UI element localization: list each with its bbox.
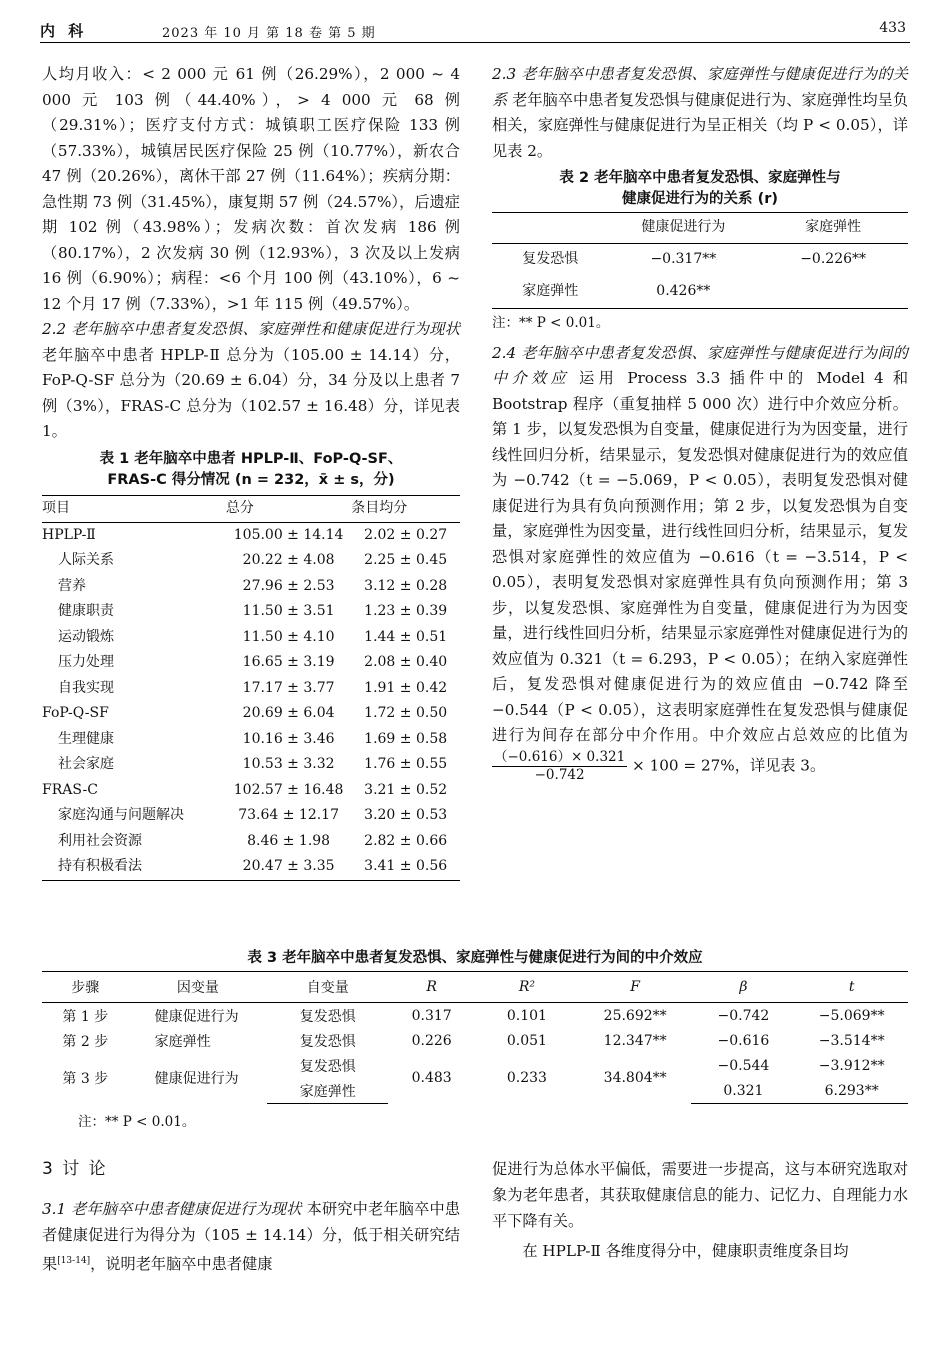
table-row (42, 778, 460, 804)
discussion-paragraph: 促进行为总体水平偏低，需要进一步提高，这与本研究选取对象为老年患者，其获取健康信息的能力、记忆力、自理能力水平下降有关。 (492, 1160, 908, 1230)
table3-caption: 表 3 老年脑卒中患者复发恐惧、家庭弹性与健康促进行为间的中介效应 (247, 950, 703, 966)
table3-r: 0.483 (411, 1070, 452, 1087)
section-2-2-body: 老年脑卒中患者 HPLP-Ⅱ 总分为（105.00 ± 14.14）分，FoP-Q-SF 总分为（20.69 ± 6.04）分，34 分及以上患者 7 例（3%），FRAS-C 总分为（102.57 ± 16.48）分，详见表 1。 (42, 345, 460, 440)
table1-header-item: 项目 (42, 495, 226, 522)
table1-item: 生理健康 (58, 730, 114, 747)
table1-item: 健康职责 (58, 603, 114, 619)
table3 (42, 971, 908, 1104)
section-3-1-heading: 3.1 老年脑卒中患者健康促进行为现状 (42, 1200, 302, 1218)
table2-caption (492, 168, 908, 210)
issue-info: 2023 年 10 月 第 18 卷 第 5 期 (162, 26, 376, 41)
table3-dv: 健康促进行为 (154, 1008, 239, 1025)
table1-mean: 3.12 ± 0.28 (364, 577, 448, 594)
table1-mean: 1.44 ± 0.51 (364, 628, 448, 645)
table1-header-mean: 条目均分 (351, 495, 460, 522)
fraction-numerator: （−0.616）× 0.321 (494, 748, 626, 765)
table1-item: 运动锻炼 (58, 628, 114, 645)
table3-header: 因变量 (129, 972, 268, 1003)
table3-iv: 复发恐惧 (299, 1033, 356, 1050)
table-row (42, 752, 460, 778)
page-number: 433 (879, 20, 906, 36)
table-row (42, 650, 460, 676)
table2-cell: −0.317** (650, 251, 717, 268)
page-header (40, 14, 910, 42)
table-row (492, 276, 908, 309)
discussion-heading: 3 讨 论 (42, 1159, 108, 1179)
table-row (42, 625, 460, 651)
right-column (492, 62, 908, 784)
table3-block (42, 944, 908, 1130)
table3-f: 12.347** (603, 1032, 667, 1049)
table1-mean: 1.76 ± 0.55 (364, 756, 448, 772)
table1-total: 8.46 ± 1.98 (247, 832, 331, 849)
table2-caption-line2: 健康促进行为的关系 (r) (622, 191, 778, 207)
table1-mean: 1.72 ± 0.50 (364, 705, 448, 721)
mediation-ratio-fraction (492, 749, 627, 784)
demographics-paragraph: 人均月收入：< 2 000 元 61 例（26.29%），2 000 ~ 4 000 元 103 例（44.40%），> 4 000 元 68 例（29.31%）；医疗支付方式：城镇职工医疗保险 133 例（57.33%），城镇居民医疗保险 25 例（10.77%），新农合 47 例（20.26%），离休干部 27 例（11.64%）；疾病分期：急性期 73 例（31.45%），康复期 57 例（24.57%），后遗症期 102 例（43.98%）；发病次数：首次发病 186 例（80.17%），2 次发病 30 例（12.93%），3 次及以上发病 16 例（6.90%）；病程：<6 个月 100 例（43.10%），6 ~ 12 个月 17 例（7.33%），>1 年 115 例（49.57%）。 (42, 65, 460, 313)
table3-header: R (388, 972, 475, 1003)
table-row (42, 676, 460, 702)
table-row (42, 1028, 908, 1053)
section-2-4-body: 运用 Process 3.3 插件中的 Model 4 和 Bootstrap 程序（重复抽样 5 000 次）进行中介效应分析。第 1 步，以复发恐惧为自变量，健康促进行为为因变量，进行线性回归分析，结果显示，复发恐惧对健康促进行为的效应值为 −0.742（t = −5.069，P < 0.05），表明复发恐惧对健康促进行为具有负向预测作用；第 2 步，以复发恐惧为自变量，家庭弹性为因变量，进行线性回归分析，结果显示，复发恐惧对家庭弹性的效应值为 −0.616（t = −3.514，P < 0.05），表明复发恐惧对家庭弹性具有负向预测作用；第 3 步，以复发恐惧、家庭弹性为自变量，健康促进行为为因变量，进行线性回归分析，结果显示家庭弹性对健康促进行为的效应值为 0.321（t = 6.293，P < 0.05）；在纳入家庭弹性后，复发恐惧对健康促进行为的效应值由 −0.742 降至 −0.544（P < 0.05），这表明家庭弹性在复发恐惧与健康促进行为间存在部分中介作用。中介效应占总效应的比值为 (492, 369, 909, 744)
table1-total: 73.64 ± 12.17 (238, 807, 339, 823)
table2-header-health: 健康促进行为 (608, 213, 758, 244)
section-3-1-tail: ，说明老年脑卒中患者健康 (90, 1255, 273, 1274)
table1-total: 20.69 ± 6.04 (242, 705, 335, 721)
table-row (492, 244, 908, 277)
table2-row-label: 家庭弹性 (492, 276, 608, 309)
left-column (42, 62, 460, 881)
table3-header: t (795, 972, 908, 1003)
table1-total: 16.65 ± 3.19 (242, 654, 335, 670)
table3-t: −5.069** (818, 1007, 885, 1024)
table1-item: 利用社会资源 (58, 832, 142, 849)
table3-beta: 0.321 (691, 1078, 795, 1104)
table-row (42, 574, 460, 600)
section-2-3-heading: 2.3 老年脑卒中患者复发恐惧、家庭弹性与健康促进行为的关系 (492, 65, 908, 109)
table1-mean: 2.02 ± 0.27 (364, 526, 448, 543)
journal-name: 内 科 (40, 22, 88, 40)
table1-mean: 3.20 ± 0.53 (364, 807, 448, 823)
discussion-right (492, 1156, 908, 1264)
section-2-4-heading: 2.4 老年脑卒中患者复发恐惧、家庭弹性与健康促进行为间的中介效应 (492, 343, 908, 387)
section-2-2-heading: 2.2 老年脑卒中患者复发恐惧、家庭弹性和健康促进行为现状 (42, 320, 460, 338)
table3-iv: 复发恐惧 (299, 1058, 356, 1075)
table1-mean: 2.82 ± 0.66 (364, 832, 448, 849)
table-row (42, 1053, 908, 1078)
table1-mean: 1.23 ± 0.39 (364, 603, 448, 619)
table3-step: 第 2 步 (62, 1033, 109, 1050)
table3-f: 34.804** (603, 1070, 667, 1087)
table-row (42, 829, 460, 855)
table3-dv: 家庭弹性 (154, 1033, 211, 1050)
fraction-tail: × 100 = 27%，详见表 3。 (632, 756, 826, 774)
table1-item: 压力处理 (58, 654, 114, 670)
table1-mean: 3.41 ± 0.56 (351, 854, 460, 880)
table1-item: HPLP-Ⅱ (42, 526, 96, 543)
table3-r2: 0.233 (506, 1070, 547, 1087)
table3-iv: 家庭弹性 (267, 1078, 388, 1104)
table1-caption-line1: 表 1 老年脑卒中患者 HPLP-Ⅱ、FoP-Q-SF、 (99, 450, 403, 467)
table1-total: 11.50 ± 3.51 (242, 603, 335, 619)
table3-step: 第 3 步 (62, 1071, 109, 1088)
table3-note: 注：** P < 0.01。 (78, 1114, 196, 1130)
table2-cell: −0.226** (800, 251, 867, 268)
table1-caption-line2: FRAS-C 得分情况 (n = 232，x̄ ± s，分) (107, 471, 395, 488)
table3-t: −3.912** (818, 1057, 885, 1074)
table2 (492, 212, 908, 309)
discussion-paragraph: 在 HPLP-Ⅱ 各维度得分中，健康职责维度条目均 (522, 1242, 849, 1260)
table1-caption (42, 449, 460, 491)
table1-mean: 3.21 ± 0.52 (364, 781, 448, 798)
table3-header: F (579, 972, 692, 1003)
table3-header: R² (475, 972, 579, 1003)
table1-total: 10.53 ± 3.32 (242, 756, 335, 772)
table3-iv: 复发恐惧 (299, 1008, 356, 1025)
table-row (42, 1003, 908, 1029)
table2-note: 注：** P < 0.01。 (492, 315, 610, 331)
table3-dv: 健康促进行为 (154, 1071, 239, 1088)
table2-cell: 0.426** (608, 276, 758, 309)
table1-item: 社会家庭 (58, 756, 114, 772)
table-row (42, 548, 460, 574)
section-3-1-body: 本研究中老年脑卒中患者健康促进行为得分为（105 ± 14.14）分，低于相关研究结果 (42, 1200, 461, 1274)
table1-mean: 1.69 ± 0.58 (364, 730, 448, 747)
table3-header: β (691, 972, 795, 1003)
table1-total: 27.96 ± 2.53 (242, 577, 335, 594)
table1-total: 105.00 ± 14.14 (233, 526, 344, 543)
table2-header-blank (492, 213, 608, 244)
table2-row-label: 复发恐惧 (522, 251, 579, 268)
table3-beta: −0.544 (717, 1057, 770, 1074)
table1-item: 持有积极看法 (42, 854, 226, 880)
table1-item: 营养 (58, 577, 86, 594)
table1-total: 102.57 ± 16.48 (233, 781, 344, 798)
table1-item: FoP-Q-SF (42, 705, 109, 721)
table1-item: FRAS-C (42, 781, 98, 798)
discussion-left (42, 1156, 460, 1277)
table3-header: 步骤 (42, 972, 129, 1003)
table1-total: 17.17 ± 3.77 (242, 679, 335, 696)
table3-r: 0.226 (411, 1032, 452, 1049)
table3-f: 25.692** (603, 1007, 667, 1024)
table1-mean: 2.25 ± 0.45 (364, 552, 448, 568)
fraction-denominator: −0.742 (534, 766, 585, 783)
table3-header: 自变量 (267, 972, 388, 1003)
table1-item: 家庭沟通与问题解决 (58, 807, 184, 823)
table3-r: 0.317 (411, 1007, 452, 1024)
table1-item: 自我实现 (58, 679, 114, 696)
section-2-4 (492, 341, 908, 784)
table-row (42, 701, 460, 727)
table1-total: 20.22 ± 4.08 (242, 552, 335, 568)
table1-item: 人际关系 (58, 552, 114, 568)
section-3-1 (42, 1196, 460, 1277)
citation: [13-14] (57, 1256, 91, 1266)
table1-header-total: 总分 (226, 495, 351, 522)
table3-t: 6.293** (795, 1078, 908, 1104)
table-row (42, 599, 460, 625)
table1-total: 11.50 ± 4.10 (242, 628, 335, 645)
section-2-2 (42, 317, 460, 445)
table3-r2: 0.051 (506, 1032, 547, 1049)
table-row (42, 522, 460, 548)
table3-r2: 0.101 (506, 1007, 547, 1024)
section-2-3 (492, 62, 908, 164)
table-row (42, 803, 460, 829)
table1-mean: 1.91 ± 0.42 (364, 679, 448, 696)
table1-total: 10.16 ± 3.46 (242, 730, 335, 747)
table2-cell (758, 276, 908, 309)
table-row (42, 854, 460, 880)
table2-header-family: 家庭弹性 (758, 213, 908, 244)
table3-t: −3.514** (818, 1032, 885, 1049)
section-2-3-body: 老年脑卒中患者复发恐惧与健康促进行为、家庭弹性均呈负相关，家庭弹性与健康促进行为呈正相关（均 P < 0.05），详见表 2。 (492, 90, 909, 160)
table3-beta: −0.742 (717, 1007, 770, 1024)
table3-beta: −0.616 (717, 1032, 770, 1049)
table1 (42, 495, 460, 881)
table3-step: 第 1 步 (62, 1008, 109, 1025)
table1-mean: 2.08 ± 0.40 (364, 654, 448, 670)
header-rule (40, 42, 910, 43)
table2-caption-line1: 表 2 老年脑卒中患者复发恐惧、家庭弹性与 (559, 170, 841, 186)
table1-body (42, 522, 460, 880)
table1-total: 20.47 ± 3.35 (226, 854, 351, 880)
table-row (42, 727, 460, 753)
